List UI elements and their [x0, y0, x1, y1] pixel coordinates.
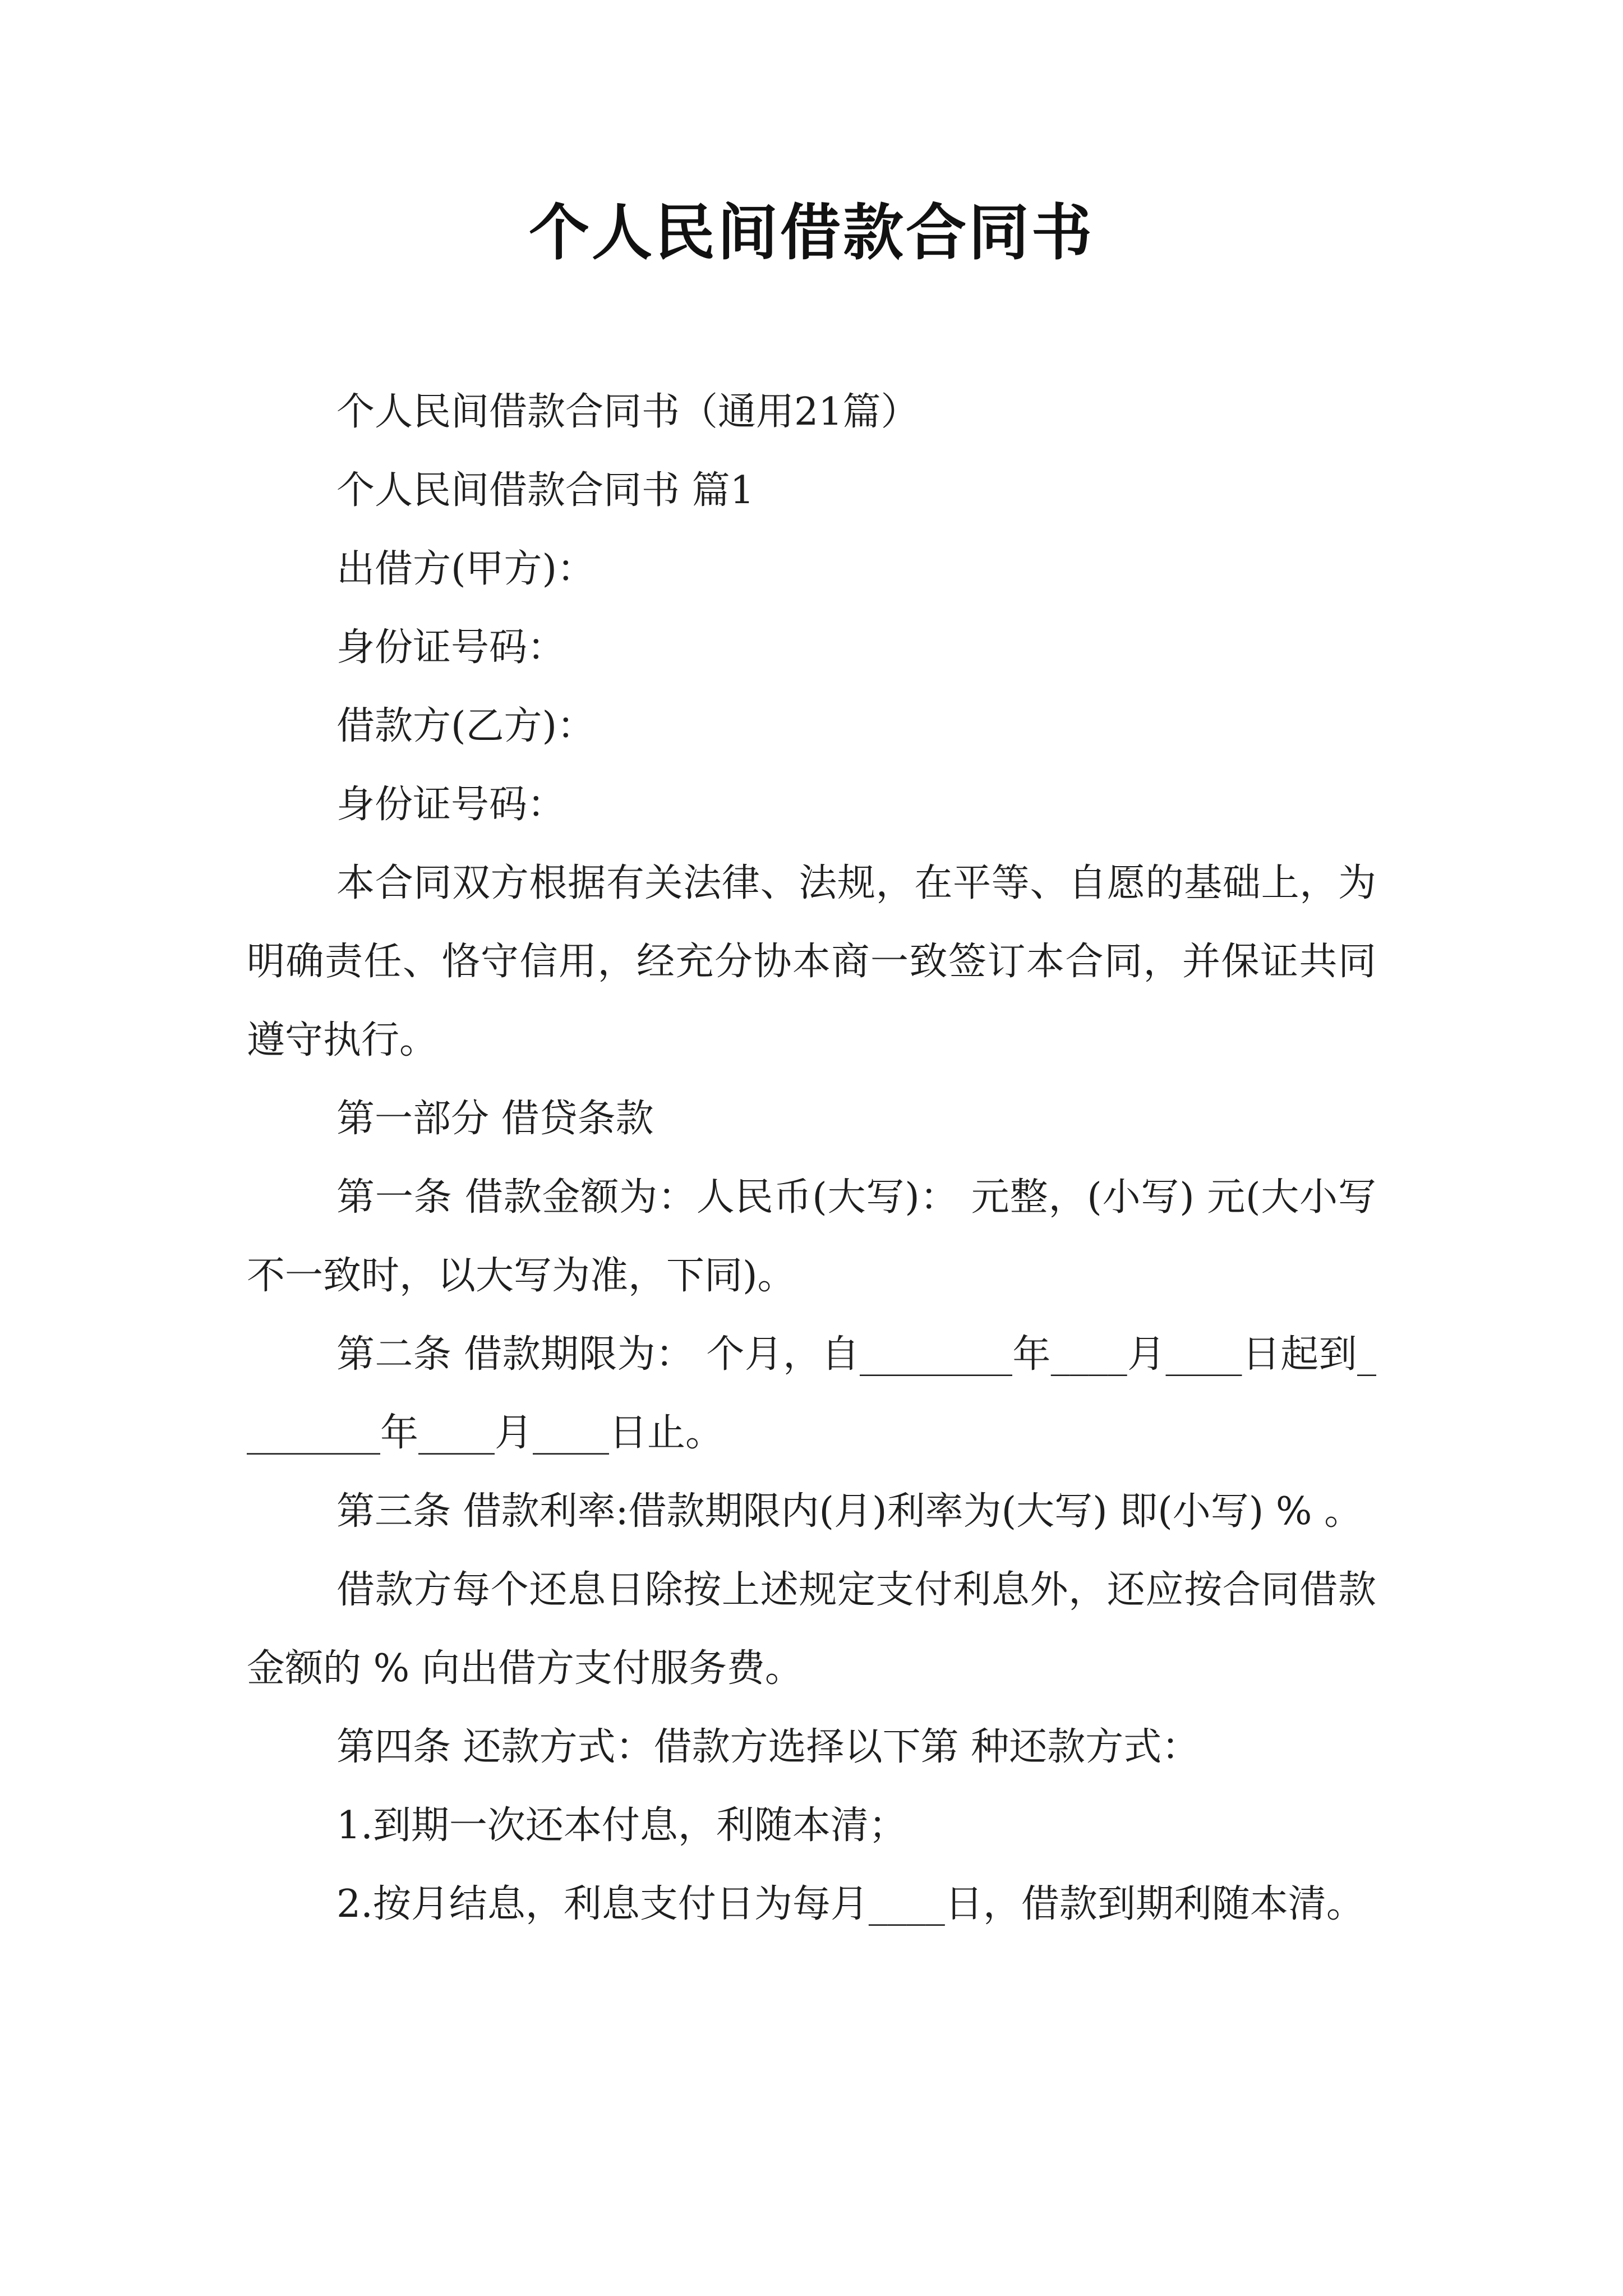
paragraph-article-four: 第四条 还款方式：借款方选择以下第 种还款方式： — [336, 1725, 1200, 1769]
paragraph-service-fee: 借款方每个还息日除按上述规定支付利息外，还应按合同借款金额的 % 向出借方支付服务费。 — [247, 1568, 1376, 1691]
paragraph-section-heading: 个人民间借款合同书 篇1 — [336, 468, 754, 513]
paragraph-article-two: 第二条 借款期限为： 个月，自________年____月____日起到________年____月____日止。 — [247, 1332, 1376, 1455]
paragraph-part-one-heading: 第一部分 借贷条款 — [336, 1097, 654, 1141]
paragraph-article-one: 第一条 借款金额为：人民币(大写)： 元整，(小写) 元(大小写不一致时，以大写为准，下同)。 — [247, 1175, 1376, 1298]
document-title: 个人民间借款合同书 — [528, 197, 1094, 268]
paragraph-article-three: 第三条 借款利率:借款期限内(月)利率为(大写) 即(小写) % 。 — [336, 1489, 1363, 1534]
paragraph-repayment-option-1: 1.到期一次还本付息，利随本清； — [336, 1803, 907, 1848]
document-body — [247, 373, 1376, 1944]
paragraph-preamble: 本合同双方根据有关法律、法规，在平等、自愿的基础上，为明确责任、恪守信用，经充分协本商一致签订本合同，并保证共同遵守执行。 — [247, 861, 1376, 1062]
paragraph-borrower-id: 身份证号码： — [336, 783, 566, 827]
paragraph-lender-id: 身份证号码： — [336, 625, 566, 670]
paragraph-lender: 出借方(甲方)： — [336, 547, 596, 591]
paragraph-repayment-option-2: 2.按月结息，利息支付日为每月____日，借款到期利随本清。 — [336, 1882, 1364, 1926]
paragraph-subtitle: 个人民间借款合同书（通用21篇） — [336, 390, 919, 434]
paragraph-borrower: 借款方(乙方)： — [336, 704, 596, 748]
